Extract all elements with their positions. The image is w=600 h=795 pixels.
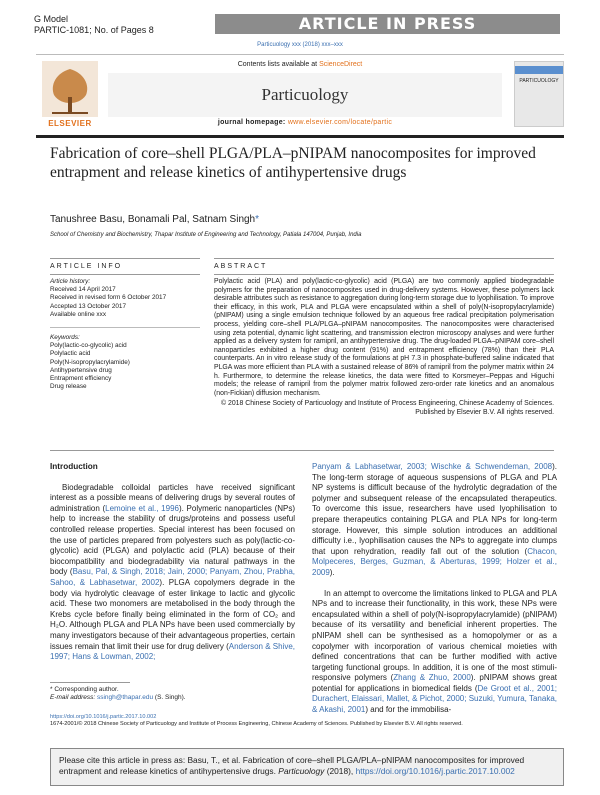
body-right-column <box>312 462 557 726</box>
journal-homepage: journal homepage: www.elsevier.com/locate/partic <box>217 119 393 126</box>
divider <box>50 450 554 451</box>
article-code: PARTIC-1081; <box>34 25 92 35</box>
issn-line: 1674-2001/© 2018 Chinese Society of Particuology and Institute of Process Engineering, Chinese Academy of Sciences. Published by Elsevier B.V. All rights reserved. <box>50 721 463 727</box>
affiliation: School of Chemistry and Biochemistry, Thapar Institute of Engineering and Technology, Patiala 147004, Punjab, India <box>50 232 362 238</box>
article-info <box>50 278 200 391</box>
journal-reference[interactable]: Particuology xxx (2018) xxx–xxx <box>257 42 343 48</box>
article-in-press-banner: ARTICLE IN PRESS <box>215 14 560 34</box>
keyword: Entrapment efficiency <box>50 375 112 383</box>
abstract-copyright: © 2018 Chinese Society of Particuology and Institute of Process Engineering, Chinese Academy of Sciences. Published by Elsevier B.V. All rights reserved. <box>221 400 554 416</box>
corresponding-author-mark[interactable]: * <box>255 214 260 225</box>
divider <box>214 274 554 275</box>
citation-box <box>50 748 564 786</box>
doi-link[interactable]: https://doi.org/10.1016/j.partic.2017.10.002 <box>50 714 157 720</box>
keywords-label: Keywords: <box>50 334 80 342</box>
divider <box>50 274 200 275</box>
citation-link[interactable]: Chacon, Molpeceres, Berges, Guzman, & Aberturas, 1999; Holzer et al., 2009 <box>312 546 557 577</box>
citation-link[interactable]: Lemoine et al., 1996 <box>105 503 179 513</box>
keyword: Polylactic acid <box>50 350 91 358</box>
citation-link[interactable]: De Groot et al., 2001; Durachert, Elaissari, Mallet, & Pichot, 2000; Suzuki, Yumura, Tanaka, & Akashi, 2001 <box>312 683 557 715</box>
elsevier-tree-icon <box>42 61 98 117</box>
sciencedirect-link[interactable]: ScienceDirect <box>319 61 363 68</box>
footnote: * Corresponding author. E-mail address: ssingh@thapar.edu (S. Singh). <box>50 686 290 702</box>
divider <box>50 327 200 328</box>
history-item: Received 14 April 2017 <box>50 286 116 294</box>
masthead <box>36 54 564 138</box>
elsevier-wordmark: ELSEVIER <box>48 119 92 128</box>
email-link[interactable]: ssingh@thapar.edu <box>96 694 154 701</box>
keyword: Antihypertensive drug <box>50 366 112 374</box>
history-item: Available online xxx <box>50 310 107 318</box>
doi-block <box>50 714 570 728</box>
abstract-text: Polylactic acid (PLA) and poly(lactic-co-glycolic) acid (PLGA) are two commonly applied biodegradable polymers for the preparation of nanocomposites used in drug-delivery systems. However, these polymers lack desirable attributes such as resistance to aggregation during long-term storage due to lyophilisation. To improve their efficacy, in this work, PLA and PLGA were encapsulated within a shell of poly(N-isopropylacrylamide) (pNIPAM) using a single emulsion technique followed by an aqueous free radical precipitation polymerisation process, yielding core–shell PLA/PLGA–pNIPAM nanocomposites. The nanocomposites were characterised using zeta potential, dynamic light scattering, and transmission electron microscopy analyses and were further applied as a delivery system for ramipril, an antihypertensive drug. The drug-loaded PLGA–pNIPAM core–shell nanoparticles exhibited a higher drug content (91%) and entrapment efficiency (78%) than their PLA counterparts. An in vitro release study of the formulations at pH 7.3 in phosphate-buffered saline indicated that PLGA was more efficient than PLA with a sustained release of 86% of ramipril from the polymer matrix within 24 h. Furthermore, to determine the release kinetics, the data were fitted to Korsmeyer–Peppas and Higuchi models; the release of ramipril from the polymer matrix followed zero-order rate kinetics and an anomalous (non-Fickian) diffusion mechanism. <box>214 278 555 397</box>
page-count: No. of Pages 8 <box>94 25 154 35</box>
history-label: Article history: <box>50 278 91 285</box>
citation-link[interactable]: Panyam & Labhasetwar, 2003; Wischke & Schwendeman, 2008 <box>312 462 553 471</box>
homepage-link[interactable]: www.elsevier.com/locate/partic <box>287 119 393 126</box>
citation-link[interactable]: Zhang & Zhuo, 2000 <box>393 673 471 683</box>
corresponding-author-note: * Corresponding author. <box>50 686 119 693</box>
footnote-rule <box>50 682 130 683</box>
history-item: Received in revised form 6 October 2017 <box>50 294 167 302</box>
cover-band <box>515 66 563 74</box>
citation-doi-link[interactable]: https://doi.org/10.1016/j.partic.2017.10.002 <box>355 766 515 776</box>
citation-link[interactable]: Basu, Pal, & Singh, 2018; Jain, 2000; Panyam, Zhou, Prabha, Sahoo, & Labhasetwar, 2002 <box>50 567 296 587</box>
paragraph: In an attempt to overcome the limitations linked to PLGA and PLA NPs and to increase their functionality, in this work, these NPs were encapsulated within a shell of poly(N-isopropylacrylamide) (pNIPAM) because of its versatility and beneficial inherent properties. The pNIPAM shell can be synthesised as a homopolymer or as a copolymer with incorporation of various chemical moieties with defined concentrations that can be further modified with active targeting functional groups. In addition, it is one of the most stimuli-responsive polymers (Zhang & Zhuo, 2000). pNIPAM shows great potential for applications in biomedical fields (De Groot et al., 2001; Durachert, Elaissari, Mallet, & Pichot, 2000; Suzuki, Yumura, Tanaka, & Akashi, 2001) and for the immobilisa- <box>312 588 558 715</box>
body-left-column <box>50 462 295 673</box>
keyword: Poly(lactic-co-glycolic) acid <box>50 342 127 350</box>
introduction-heading: Introduction <box>50 462 98 471</box>
paragraph: Panyam & Labhasetwar, 2003; Wischke & Schwendeman, 2008). The long-term storage of aqueous suspensions of PLGA and PLA NP systems is difficult because of the hydrolytic degradation of the polymer and subsequent release of the encapsulated therapeutics. To overcome this issue, researchers have used lyophilisation to prepare therapeutics containing PLGA and PLA NPs for long-term storage. However, this simple solution introduces an additional difficulty i.e., lyophilisation causes the NPs to aggregate into clumps that upon rehydration, readily fall out of the solution (Chacon, Molpeceres, Berges, Guzman, & Aberturas, 1999; Holzer et al., 2009). <box>312 462 557 577</box>
article-title: Fabrication of core–shell PLGA/PLA–pNIPAM nanocomposites for improved entrapment and release kinetics of antihypertensive drugs <box>50 145 536 181</box>
citation-link[interactable]: Anderson & Shive, 1997; Hans & Lowman, 2002; <box>50 641 295 662</box>
gmodel-label: G Model <box>34 14 69 24</box>
author-list: Tanushree Basu, Bonamali Pal, Satnam Singh* <box>50 214 260 225</box>
cover-title: PARTICUOLOGY <box>519 78 559 84</box>
citation-text: Please cite this article in press as: Basu, T., et al. Fabrication of core–shell PLGA/PLA–pNIPAM nanocomposites for improved entrapment and release kinetics of antihypertensive drugs. Particuology (2018), https://doi.org/10.1016/j.partic.2017.10.002 <box>59 755 525 776</box>
abstract-heading: ABSTRACT <box>214 263 268 270</box>
paragraph: Biodegradable colloidal particles have received significant interest as a possible means of delivering drugs by several routes of administration (Lemoine et al., 1996). Polymeric nanoparticles (NPs) help to increase the stability of drugs/proteins and possess useful controlled release properties. Special interest has been focused on the use of particles prepared from polyesters such as poly(lactic-co-glycolic) acid (PLGA) and polylactic acid (PLA) because of their biocompatibility and biodegradability via natural pathways in the body (Basu, Pal, & Singh, 2018; Jain, 2000; Panyam, Zhou, Prabha, Sahoo, & Labhasetwar, 2002). PLGA copolymers degrade in the body via hydrolytic cleavage of ester linkage to lactic and glycolic acid. These two monomers are metabolised in the body through the Krebs cycle before finally being eliminated in the form of CO₂ and H₂O. Although PLGA and PLA NPs have been used commercially by many investigators because of their advantageous properties, certain issues remain that limit their use for drug delivery (Anderson & Shive, 1997; Hans & Lowman, 2002; <box>50 482 296 662</box>
header-meta <box>34 14 154 36</box>
keyword: Poly(N-isopropylacrylamide) <box>50 358 130 366</box>
journal-title: Particuology <box>261 85 349 104</box>
history-item: Accepted 13 October 2017 <box>50 302 127 310</box>
divider <box>214 258 554 259</box>
journal-cover-image <box>514 61 564 127</box>
abstract-body <box>214 278 554 418</box>
divider <box>50 258 200 259</box>
article-info-heading: ARTICLE INFO <box>50 263 123 270</box>
keyword: Drug release <box>50 383 87 391</box>
contents-line: Contents lists available at ScienceDirect <box>237 61 363 68</box>
